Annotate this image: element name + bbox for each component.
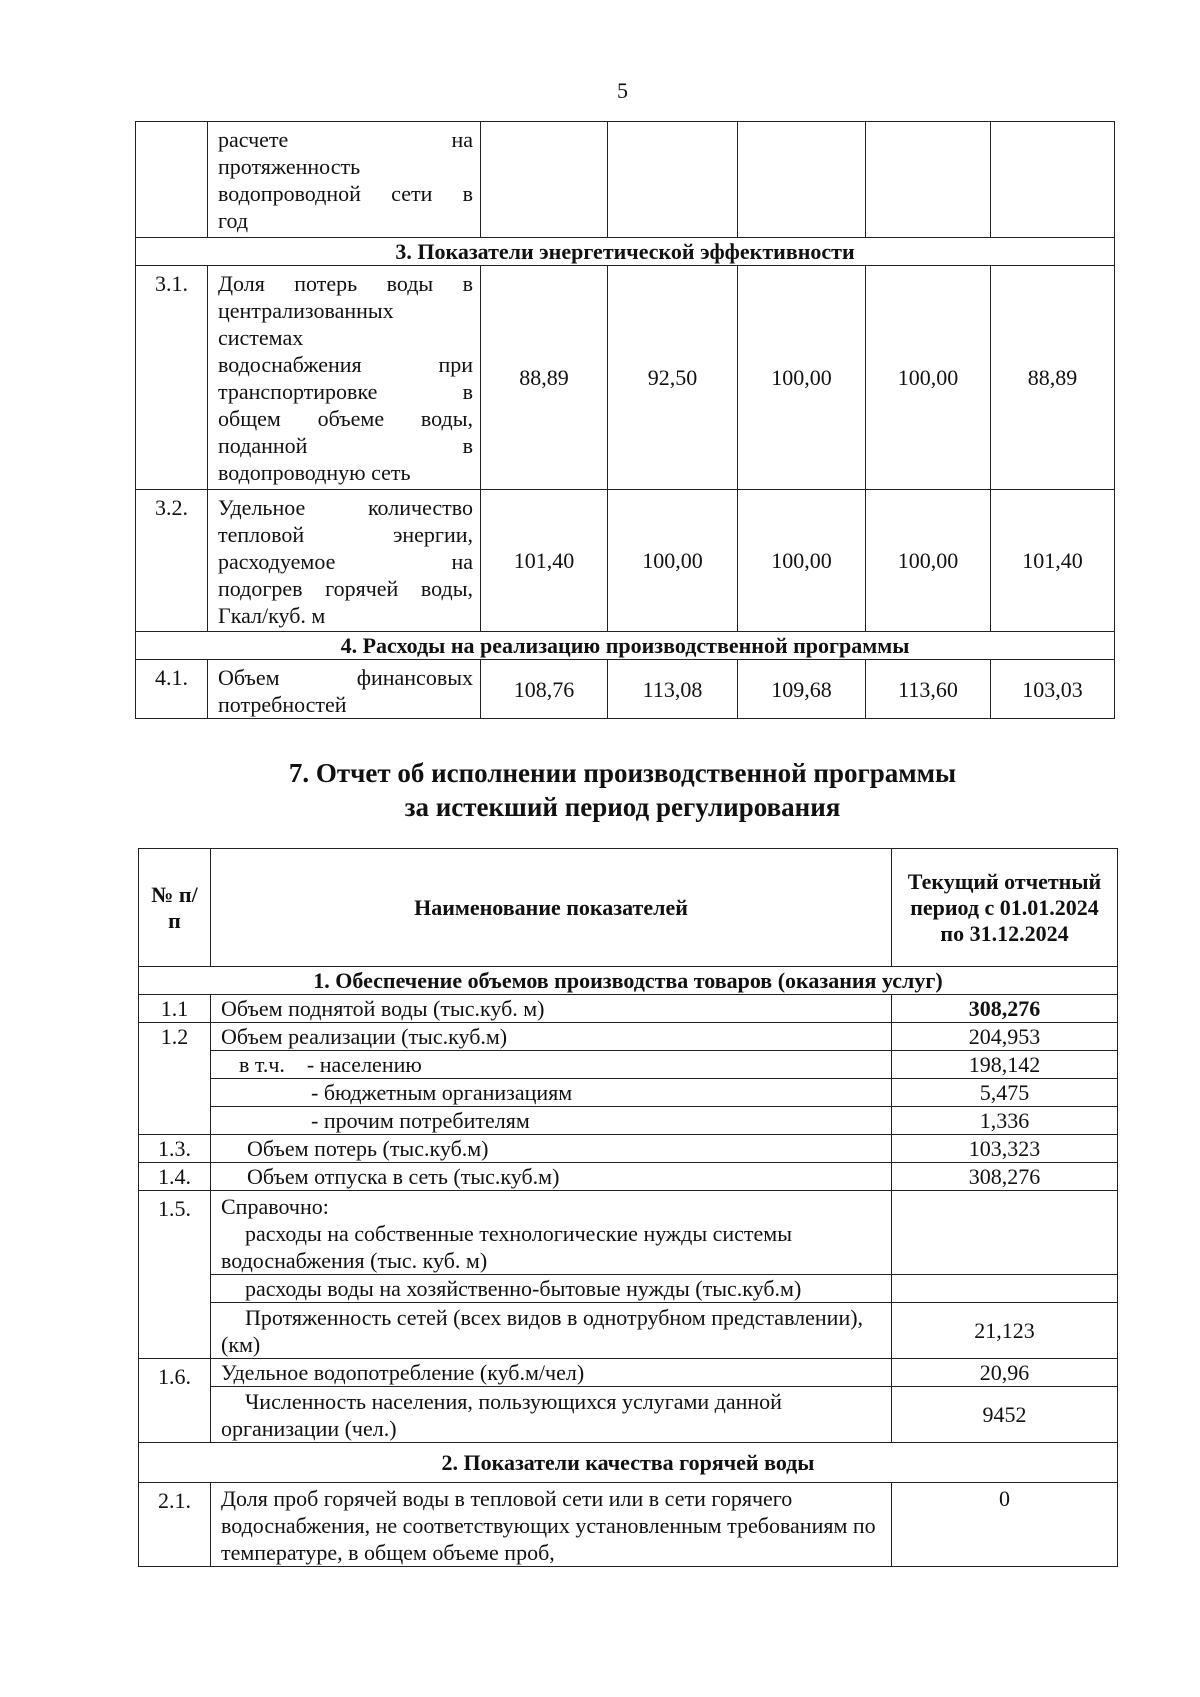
value-cell: 101,40	[991, 490, 1115, 632]
section-row	[136, 632, 1115, 660]
name-line: Объем финансовых	[218, 665, 473, 690]
table-row	[139, 1135, 1118, 1163]
name-line: системах	[218, 325, 304, 350]
value-cell: 20,96	[892, 1359, 1118, 1387]
row-number: 1.3.	[139, 1135, 211, 1163]
value-cell: 21,123	[892, 1303, 1118, 1359]
indicator-name: Удельное водопотребление (куб.м/чел)	[211, 1359, 892, 1387]
section-heading-line1: 7. Отчет об исполнении производственной программы	[288, 758, 957, 788]
section-heading-line2: за истекший период регулирования	[404, 792, 841, 822]
value-cell	[608, 122, 738, 238]
value-cell: 308,276	[892, 995, 1118, 1023]
row-number: 1.6.	[139, 1359, 211, 1443]
table-row	[139, 1387, 1118, 1443]
value-cell: 109,68	[738, 660, 866, 719]
value-cell	[892, 1191, 1118, 1275]
name-line: тепловой энергии,	[218, 522, 473, 547]
indicator-name: - прочим потребителям	[211, 1107, 892, 1135]
name-line: расходуемое на	[218, 549, 473, 574]
row-number: 1.1	[139, 995, 211, 1023]
section-title: 1. Обеспечение объемов производства товаров (оказания услуг)	[139, 967, 1118, 995]
value-cell	[738, 122, 866, 238]
section-row	[139, 1443, 1118, 1483]
section-row	[139, 967, 1118, 995]
indicator-name: Объем реализации (тыс.куб.м)	[211, 1023, 892, 1051]
table-row	[136, 266, 1115, 490]
table-row	[136, 122, 1115, 238]
reference-heading: Справочно:	[221, 1194, 329, 1219]
value-cell: 198,142	[892, 1051, 1118, 1079]
indicator-name: Объем потерь (тыс.куб.м)	[211, 1135, 892, 1163]
value-cell: 92,50	[608, 266, 738, 490]
value-cell	[991, 122, 1115, 238]
row-number-cell	[136, 122, 208, 238]
value-cell: 108,76	[481, 660, 608, 719]
value-cell: 103,323	[892, 1135, 1118, 1163]
value-cell: 100,00	[738, 490, 866, 632]
name-line: водопроводной сети в	[218, 181, 473, 206]
name-line: водопроводную сеть	[218, 460, 411, 485]
value-cell: 100,00	[866, 490, 991, 632]
name-line: водоснабжения при	[218, 352, 473, 377]
name-line: потребностей	[218, 692, 347, 717]
own-needs-text: расходы на собственные технологические нужды системы водоснабжения (тыс. куб. м)	[221, 1221, 792, 1273]
table-row	[139, 1275, 1118, 1303]
name-line: поданной в	[218, 433, 473, 458]
row-number: 3.2.	[136, 490, 208, 632]
table-row	[139, 1191, 1118, 1275]
value-cell: 100,00	[608, 490, 738, 632]
name-line: Доля потерь воды в	[218, 271, 473, 296]
section-title: 2. Показатели качества горячей воды	[139, 1443, 1118, 1483]
value-cell: 308,276	[892, 1163, 1118, 1191]
row-number: 3.1.	[136, 266, 208, 490]
name-line: транспортировке в	[218, 379, 473, 404]
section-title: 4. Расходы на реализацию производственной программы	[136, 632, 1115, 660]
value-cell: 204,953	[892, 1023, 1118, 1051]
name-line: общем объеме воды,	[218, 406, 473, 431]
report-table	[138, 848, 1118, 1567]
indicator-name: Доля проб горячей воды в тепловой сети или в сети горячего водоснабжения, не соответствующих установленным требованиям по температуре, в общем объеме проб,	[211, 1483, 892, 1567]
indicator-name: - бюджетным организациям	[211, 1079, 892, 1107]
indicator-name: Численность населения, пользующихся услугами данной организации (чел.)	[211, 1387, 892, 1443]
section-title: 3. Показатели энергетической эффективности	[136, 238, 1115, 266]
table-row	[139, 1079, 1118, 1107]
header-number: № п/п	[139, 849, 211, 967]
indicator-name-cell	[208, 660, 481, 719]
table-row	[139, 1483, 1118, 1567]
indicator-name: Объем отпуска в сеть (тыс.куб.м)	[211, 1163, 892, 1191]
indicator-name-cell	[208, 266, 481, 490]
indicator-name-cell	[208, 122, 481, 238]
value-cell: 5,475	[892, 1079, 1118, 1107]
value-cell	[866, 122, 991, 238]
value-cell: 1,336	[892, 1107, 1118, 1135]
indicator-name-cell	[211, 1191, 892, 1275]
value-cell: 113,60	[866, 660, 991, 719]
value-cell: 88,89	[481, 266, 608, 490]
indicators-table-continued	[135, 121, 1115, 719]
row-number: 1.5.	[139, 1191, 211, 1359]
section-row	[136, 238, 1115, 266]
indicator-name: в т.ч. - населению	[211, 1051, 892, 1079]
row-number: 2.1.	[139, 1483, 211, 1567]
indicator-name-cell	[208, 490, 481, 632]
value-cell	[892, 1275, 1118, 1303]
name-line: год	[218, 208, 249, 233]
table-row	[139, 1163, 1118, 1191]
name-line: централизованных	[218, 298, 394, 323]
name-line: протяженность	[218, 154, 361, 179]
table-row	[136, 490, 1115, 632]
header-period: Текущий отчетный период с 01.01.2024 по 31.12.2024	[892, 849, 1118, 967]
value-cell: 0	[892, 1483, 1118, 1567]
header-name: Наименование показателей	[211, 849, 892, 967]
table-row	[139, 1359, 1118, 1387]
value-cell: 9452	[892, 1387, 1118, 1443]
table-row	[139, 1051, 1118, 1079]
row-number: 4.1.	[136, 660, 208, 719]
table-row	[136, 660, 1115, 719]
value-cell: 101,40	[481, 490, 608, 632]
indicator-name: расходы воды на хозяйственно-бытовые нужды (тыс.куб.м)	[211, 1275, 892, 1303]
name-line: Гкал/куб. м	[218, 603, 326, 628]
value-cell: 113,08	[608, 660, 738, 719]
value-cell: 103,03	[991, 660, 1115, 719]
page-number: 5	[617, 78, 628, 103]
table-row	[139, 1107, 1118, 1135]
header-row	[139, 849, 1118, 967]
table-row	[139, 1303, 1118, 1359]
indicator-name: Протяженность сетей (всех видов в однотрубном представлении), (км)	[211, 1303, 892, 1359]
value-cell: 88,89	[991, 266, 1115, 490]
value-cell: 100,00	[738, 266, 866, 490]
row-number: 1.2	[139, 1023, 211, 1135]
row-number: 1.4.	[139, 1163, 211, 1191]
name-line: Удельное количество	[218, 495, 473, 520]
indicator-name: Объем поднятой воды (тыс.куб. м)	[211, 995, 892, 1023]
name-line: подогрев горячей воды,	[218, 576, 473, 601]
name-line: расчете на	[218, 127, 473, 152]
table-row	[139, 1023, 1118, 1051]
value-cell: 100,00	[866, 266, 991, 490]
value-cell	[481, 122, 608, 238]
table-row	[139, 995, 1118, 1023]
